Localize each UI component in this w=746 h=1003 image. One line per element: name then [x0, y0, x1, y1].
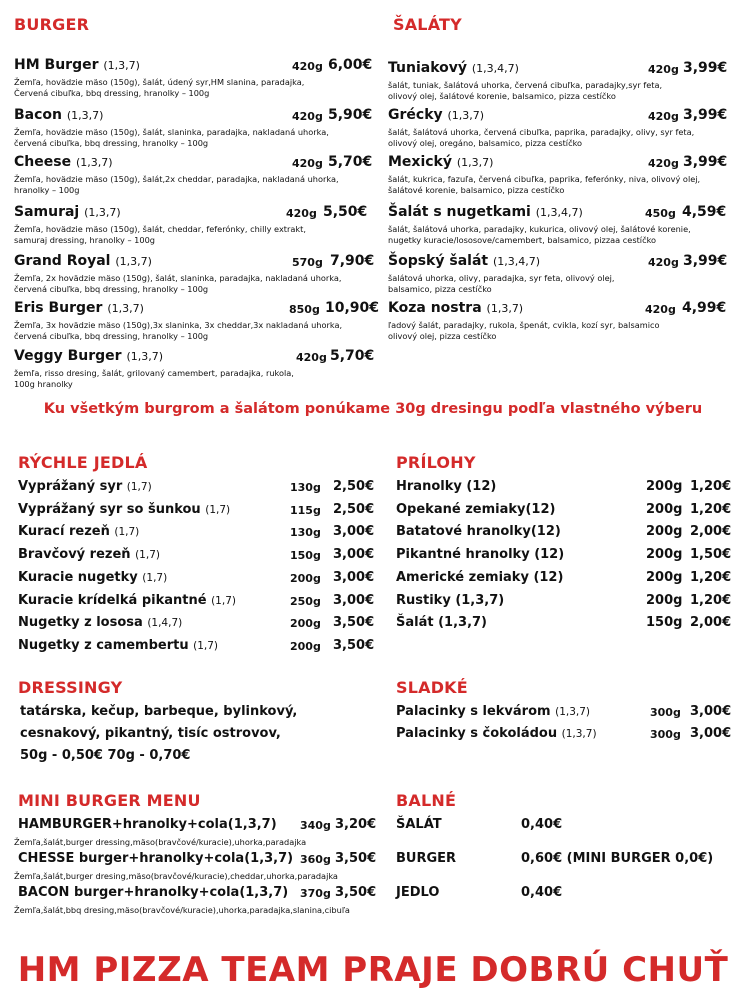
menu-row-weight: 150g — [646, 615, 683, 631]
menu-item — [388, 204, 746, 246]
menu-row-price: 1,20€ — [690, 569, 732, 585]
menu-item-title: Tuniakový — [388, 60, 467, 76]
menu-item-price: 6,00€ — [328, 57, 373, 73]
menu-item-line — [388, 300, 746, 320]
menu-row-name: Hranolky (12) — [396, 479, 497, 494]
menu-item-allergens: (1,3,7) — [107, 302, 144, 315]
menu-row-name: Americké zemiaky (12) — [396, 569, 564, 585]
menu-row — [396, 593, 736, 613]
menu-row-allergens: (1,7) — [193, 639, 219, 652]
menu-row-name — [18, 615, 182, 630]
menu-item-line — [388, 60, 746, 80]
fast-food-heading: RÝCHLE JEDLÁ — [18, 453, 148, 472]
menu-row-name — [18, 638, 218, 653]
menu-row-price: 1,50€ — [690, 547, 732, 563]
menu-item-title: Bacon — [14, 107, 63, 123]
menu-item-weight: 420g — [648, 63, 679, 76]
packaging-price: 0,60€ (MINI BURGER 0,0€) — [521, 851, 714, 866]
mini-burger-weight: 370g — [300, 887, 331, 900]
menu-item-title: Samuraj — [14, 204, 80, 220]
mini-burger-description: Žemľa,šalát,burger dressing,mäso(bravčové/kuracie),uhorka,paradajka — [14, 837, 307, 847]
menu-row-name — [396, 704, 590, 719]
menu-row — [18, 615, 378, 635]
menu-row-name: Pikantné hranolky (12) — [396, 547, 565, 563]
menu-row-title: Bravčový rezeň — [18, 547, 131, 563]
menu-row-name: Rustiky (1,3,7) — [396, 592, 505, 608]
packaging-row — [396, 885, 736, 905]
menu-row-name — [18, 524, 139, 539]
menu-item-allergens: (1,3,7) — [103, 59, 140, 72]
menu-item-weight: 420g — [292, 110, 323, 123]
menu-row — [18, 524, 378, 544]
menu-item-name — [14, 57, 140, 73]
menu-item-name — [14, 204, 121, 220]
menu-row-price: 3,00€ — [333, 547, 375, 563]
menu-item — [14, 154, 384, 196]
menu-item — [14, 57, 384, 99]
menu-item-title: Grécky — [388, 107, 443, 123]
menu-row-price: 2,50€ — [333, 501, 375, 517]
menu-row-name — [18, 502, 230, 517]
menu-row-name: Šalát (1,3,7) — [396, 615, 487, 631]
menu-item-description: šalát, šalátová uhorka, červená cibuľka, paprika, paradajky, olivy, syr feta, — [388, 127, 695, 137]
menu-row-name — [18, 479, 152, 494]
menu-row-title: Vyprážaný syr so šunkou — [18, 501, 201, 517]
mini-burger-weight: 340g — [300, 819, 331, 832]
menu-row-weight: 115g — [290, 503, 321, 517]
mini-burger-row — [18, 851, 388, 871]
menu-row — [18, 479, 378, 499]
menu-item-line — [14, 154, 384, 174]
packaging-heading: BALNÉ — [396, 791, 457, 810]
menu-row — [18, 593, 378, 613]
menu-item-allergens: (1,3,4,7) — [471, 62, 519, 75]
menu-item-description: žemľa, risso dresing, šalát, grilovaný camembert, paradajka, rukola, — [14, 368, 294, 378]
menu-item-title: Koza nostra — [388, 300, 482, 316]
menu-row-weight: 200g — [646, 569, 683, 585]
menu-item-weight: 420g — [296, 351, 327, 364]
menu-item-price: 3,99€ — [683, 154, 728, 170]
menu-item-weight: 850g — [289, 303, 320, 316]
menu-item-price: 10,90€ — [325, 300, 380, 316]
dressings-line-2: cesnakový, pikantný, tisíc ostrovov, — [20, 726, 281, 741]
menu-item-weight: 420g — [645, 303, 676, 316]
menu-item-description: ľadový šalát, paradajky, rukola, špenát, cvikla, kozí syr, balsamico — [388, 320, 660, 330]
menu-item-line — [14, 57, 384, 77]
menu-item — [388, 154, 746, 196]
menu-row-title: Palacinky s lekvárom — [396, 704, 551, 719]
packaging-price: 0,40€ — [521, 817, 563, 832]
menu-item-title: Mexický — [388, 154, 452, 170]
menu-item — [14, 348, 384, 390]
menu-item-title: Cheese — [14, 154, 72, 170]
menu-row-price: 1,20€ — [690, 479, 732, 494]
menu-row-weight: 200g — [646, 479, 683, 494]
menu-item-description: balsamico, pizza cestíčko — [388, 284, 492, 294]
menu-row — [396, 524, 736, 544]
menu-item-description: šalátová uhorka, olivy, paradajka, syr feta, olivový olej, — [388, 273, 615, 283]
menu-item-description: červená cibuľka, bbq dressing, hranolky – 100g — [14, 138, 209, 148]
menu-item-description: nugetky kuracie/lososove/camembert, balsamico, pizzaa cestíčko — [388, 235, 657, 245]
menu-row-price: 3,00€ — [333, 524, 375, 540]
burger-heading: BURGER — [14, 15, 90, 34]
menu-item-description: Žemľa, hovädzie mäso (150g), šalát, slaninka, paradajka, nakladaná uhorka, — [14, 127, 329, 137]
menu-row-title: Kuracie krídelká pikantné — [18, 592, 207, 608]
menu-item-description: Žemľa, hovädzie mäso (150g), šalát, cheddar, feferónky, chilly extrakt, — [14, 224, 306, 234]
menu-item-description: šalát, šalátová uhorka, paradajky, kukurica, olivový olej, šalátové korenie, — [388, 224, 691, 234]
menu-row-price: 1,20€ — [690, 501, 732, 517]
menu-row-title: Palacinky s čokoládou — [396, 726, 558, 741]
menu-row — [396, 704, 746, 724]
menu-item-title: Šopský šalát — [388, 253, 489, 269]
menu-row-allergens: (1,7) — [135, 549, 160, 562]
mini-burger-price: 3,20€ — [335, 817, 377, 832]
menu-item-allergens: (1,3,7) — [447, 109, 485, 122]
menu-item-weight: 420g — [292, 60, 323, 73]
menu-item-description: šalátové korenie, balsamico, pizza cestíčko — [388, 185, 565, 195]
menu-item — [388, 107, 746, 149]
menu-item-weight: 420g — [648, 110, 679, 123]
mini-burger-description: Žemľa,šalát,bbq dresing,mäso(bravčové/kuracie),uhorka,paradajka,slanina,cibuľa — [14, 905, 350, 915]
menu-item-description: Červená cibuľka, bbq dressing, hranolky – 100g — [14, 88, 210, 98]
mini-burger-name: CHESSE burger+hranolky+cola(1,3,7) — [18, 851, 294, 866]
dressings-heading: DRESSINGY — [18, 678, 123, 697]
menu-row — [396, 570, 736, 590]
menu-row — [396, 615, 736, 635]
sweet-heading: SLADKÉ — [396, 678, 468, 697]
mini-burger-name: HAMBURGER+hranolky+cola(1,3,7) — [18, 817, 277, 832]
menu-item-description: Žemľa, 3x hovädzie mäso (150g),3x slaninka, 3x cheddar,3x nakladaná uhorka, — [14, 320, 343, 330]
menu-item-weight: 420g — [286, 207, 317, 220]
menu-row-title: Nugetky z lososa — [18, 615, 143, 631]
menu-item-title: HM Burger — [14, 57, 99, 73]
menu-item-weight: 420g — [292, 157, 323, 170]
menu-item-price: 4,59€ — [682, 204, 727, 220]
menu-item-name — [14, 107, 103, 123]
menu-item-title: Veggy Burger — [14, 348, 122, 364]
menu-item-price: 5,50€ — [323, 204, 368, 220]
menu-item-description: Žemľa, hovädzie mäso (150g), šalát, údený syr,HM slanina, paradajka, — [14, 77, 305, 87]
menu-item-allergens: (1,3,7) — [126, 350, 164, 363]
menu-row-weight: 200g — [646, 524, 683, 540]
menu-item-line — [14, 107, 384, 127]
menu-item-name — [388, 154, 493, 170]
salads-heading: ŠALÁTY — [393, 15, 462, 34]
menu-row-title: Vyprážaný syr — [18, 479, 123, 494]
packaging-name: BURGER — [396, 851, 457, 866]
menu-item — [14, 300, 384, 342]
menu-item-description: olivový olej, pizza cestíčko — [388, 331, 497, 341]
menu-row-price: 3,00€ — [333, 592, 375, 608]
menu-row-weight: 130g — [290, 526, 321, 540]
packaging-name: ŠALÁT — [396, 817, 442, 832]
mini-burger-heading: MINI BURGER MENU — [18, 791, 201, 810]
menu-item-price: 5,90€ — [328, 107, 373, 123]
menu-row — [396, 547, 736, 567]
packaging-price: 0,40€ — [521, 885, 563, 900]
menu-item-name — [14, 154, 113, 170]
menu-row-title: Nugetky z camembertu — [18, 637, 189, 653]
menu-row-price: 3,00€ — [333, 569, 375, 585]
menu-item-price: 3,99€ — [683, 107, 728, 123]
mini-burger-price: 3,50€ — [335, 885, 377, 900]
menu-item-line — [14, 348, 384, 368]
menu-item-description: Žemľa, 2x hovädzie mäso (150g), šalát, slaninka, paradajka, nakladaná uhorka, — [14, 273, 342, 283]
menu-item-line — [388, 253, 746, 273]
menu-row-allergens: (1,3,7) — [555, 706, 591, 718]
menu-item-line — [388, 107, 746, 127]
menu-row — [396, 726, 746, 746]
menu-row-allergens: (1,7) — [205, 503, 231, 516]
footer-slogan: HM PIZZA TEAM PRAJE DOBRÚ CHUŤ — [17, 950, 729, 990]
packaging-row — [396, 817, 736, 837]
menu-item-allergens: (1,3,7) — [456, 156, 494, 169]
menu-row-price: 3,50€ — [333, 615, 375, 631]
menu-row-weight: 200g — [646, 547, 683, 563]
menu-item-description: 100g hranolky — [14, 379, 73, 389]
menu-item-title: Šalát s nugetkami — [388, 204, 531, 220]
menu-row-weight: 200g — [646, 592, 683, 608]
menu-row-price: 3,50€ — [333, 637, 375, 653]
menu-item-allergens: (1,3,4,7) — [492, 255, 541, 268]
menu-row-title: Kurací rezeň — [18, 524, 110, 540]
menu-item-title: Grand Royal — [14, 253, 111, 269]
menu-item-price: 3,99€ — [683, 253, 728, 269]
menu-row-weight: 150g — [290, 549, 321, 563]
menu-row — [396, 502, 736, 522]
mini-burger-row — [18, 817, 388, 837]
mini-burger-price: 3,50€ — [335, 851, 377, 866]
menu-row — [18, 638, 378, 658]
menu-row-weight: 250g — [290, 594, 321, 608]
menu-row-name — [396, 726, 597, 741]
menu-item-name — [388, 253, 540, 269]
dressing-notice: Ku všetkým burgrom a šalátom ponúkame 30g dresingu podľa vlastného výberu — [43, 401, 703, 417]
menu-row-allergens: (1,7) — [211, 594, 236, 607]
menu-item-line — [14, 253, 384, 273]
menu-item-line — [14, 204, 384, 224]
menu-item-description: hranolky – 100g — [14, 185, 80, 195]
menu-row — [18, 502, 378, 522]
menu-row-price: 2,50€ — [333, 479, 375, 494]
menu-row-weight: 200g — [646, 501, 683, 517]
dressings-line-1: tatárska, kečup, barbeque, bylinkový, — [20, 704, 298, 719]
menu-row-allergens: (1,3,7) — [561, 728, 597, 740]
menu-item-name — [14, 348, 163, 364]
menu-item-description: šalát, kukrica, fazuľa, červená cibuľka, paprika, feferónky, niva, olivový olej, — [388, 174, 701, 184]
menu-row-weight: 130g — [290, 481, 321, 494]
dressings-line-3: 50g - 0,50€ 70g - 0,70€ — [20, 748, 191, 763]
menu-row-name: Opekané zemiaky(12) — [396, 501, 556, 517]
menu-row-price: 3,00€ — [690, 704, 732, 719]
menu-item — [388, 60, 746, 102]
menu-item-allergens: (1,3,7) — [66, 109, 104, 122]
menu-item-allergens: (1,3,7) — [486, 302, 524, 315]
packaging-row — [396, 851, 736, 871]
menu-row-price: 1,20€ — [690, 592, 732, 608]
menu-item-price: 5,70€ — [328, 154, 373, 170]
menu-item — [14, 107, 384, 149]
menu-item-weight: 420g — [648, 157, 679, 170]
menu-item-line — [388, 154, 746, 174]
menu-row — [18, 547, 378, 567]
menu-row-weight: 200g — [290, 571, 321, 585]
menu-row-price: 2,00€ — [690, 524, 732, 540]
menu-row-allergens: (1,7) — [114, 526, 140, 539]
menu-item-line — [388, 204, 746, 224]
menu-item-title: Eris Burger — [14, 300, 103, 316]
menu-item-allergens: (1,3,4,7) — [535, 206, 583, 219]
mini-burger-row — [18, 885, 388, 905]
menu-item-description: olivový olej, šalátové korenie, balsamico, pizza cestíčko — [388, 91, 616, 101]
menu-item-description: červená cibuľka, bbq dressing, hranolky – 100g — [14, 331, 209, 341]
menu-row-name: Batatové hranolky(12) — [396, 524, 561, 540]
menu-item — [14, 204, 384, 246]
menu-item-weight: 570g — [292, 256, 323, 269]
menu-item — [388, 300, 746, 342]
sides-heading: PRÍLOHY — [396, 453, 476, 472]
menu-row — [396, 479, 736, 499]
menu-item-allergens: (1,3,7) — [75, 156, 113, 169]
menu-item-description: červená cibuľka, bbq dressing, hranolky – 100g — [14, 284, 209, 294]
menu-item-price: 4,99€ — [682, 300, 727, 316]
menu-row — [18, 570, 378, 590]
packaging-name: JEDLO — [396, 885, 440, 900]
menu-row-allergens: (1,4,7) — [147, 617, 183, 630]
menu-item-name — [14, 300, 144, 316]
menu-item-name — [388, 107, 484, 123]
menu-row-weight: 200g — [290, 639, 321, 653]
menu-item-price: 7,90€ — [330, 253, 375, 269]
menu-item-allergens: (1,3,7) — [84, 206, 121, 219]
menu-row-price: 2,00€ — [690, 615, 732, 631]
menu-item-price: 3,99€ — [683, 60, 728, 76]
menu-row-allergens: (1,7) — [142, 571, 168, 584]
menu-item-allergens: (1,3,7) — [115, 255, 152, 268]
menu-row-weight: 200g — [290, 617, 321, 631]
menu-row-weight: 300g — [650, 706, 681, 719]
menu-item-weight: 420g — [648, 256, 679, 269]
menu-row-name — [18, 570, 167, 585]
menu-row-weight: 300g — [650, 728, 681, 741]
menu-item-name — [388, 204, 583, 220]
menu-item-weight: 450g — [645, 207, 676, 220]
menu-item — [388, 253, 746, 295]
menu-item-description: samuraj dressing, hranolky – 100g — [14, 235, 155, 245]
menu-item-description: olivový olej, oregáno, balsamico, pizza cestíčko — [388, 138, 583, 148]
mini-burger-weight: 360g — [300, 853, 331, 866]
menu-item-line — [14, 300, 384, 320]
menu-item-description: Žemľa, hovädzie mäso (150g), šalát,2x cheddar, paradajka, nakladaná uhorka, — [14, 174, 339, 184]
menu-row-price: 3,00€ — [690, 726, 732, 741]
menu-row-name — [18, 593, 236, 608]
menu-item-name — [14, 253, 152, 269]
menu-row-allergens: (1,7) — [126, 481, 152, 493]
menu-item-description: šalát, tuniak, šalátová uhorka, červená cibuľka, paradajky,syr feta, — [388, 80, 663, 90]
menu-row-name — [18, 547, 160, 562]
menu-item-name — [388, 60, 519, 76]
menu-item-price: 5,70€ — [330, 348, 375, 364]
menu-item-name — [388, 300, 523, 316]
mini-burger-description: Žemľa,šalát,burger dresing,mäso(bravčové/kuracie),cheddar,uhorka,paradajka — [14, 871, 338, 881]
menu-row-title: Kuracie nugetky — [18, 569, 138, 585]
mini-burger-name: BACON burger+hranolky+cola(1,3,7) — [18, 885, 289, 900]
menu-item — [14, 253, 384, 295]
